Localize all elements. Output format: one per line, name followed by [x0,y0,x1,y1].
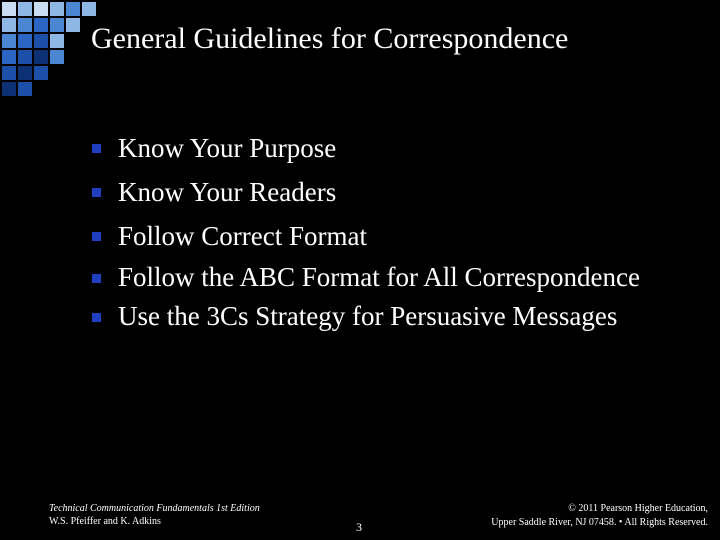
square-bullet-icon [92,188,101,197]
decorative-tile [18,50,32,64]
bullet-item-purpose [92,126,652,170]
decorative-tile [34,66,48,80]
bullet-text: Follow Correct Format [118,221,367,251]
bullet-item-3cs-strategy [92,297,652,336]
bullet-item-readers [92,170,652,214]
bullet-list [92,126,652,336]
square-bullet-icon [92,313,101,322]
decorative-tile [50,82,64,96]
decorative-tile [82,66,96,80]
decorative-tile [2,66,16,80]
footer-book-title: Technical Communication Fundamentals 1st Edition [49,503,260,514]
decorative-tile [2,34,16,48]
decorative-tile [66,66,80,80]
decorative-tile [66,82,80,96]
decorative-tile [18,82,32,96]
bullet-item-abc-format [92,258,652,297]
decorative-tile [2,2,16,16]
decorative-tile [34,34,48,48]
decorative-tile [50,18,64,32]
decorative-tile [34,2,48,16]
decorative-tile [2,18,16,32]
decorative-tile [82,82,96,96]
footer-copyright [491,502,708,530]
square-bullet-icon [92,232,101,241]
decorative-tile [66,2,80,16]
bullet-text: Know Your Readers [118,177,337,207]
decorative-tile [18,2,32,16]
decorative-tile [34,50,48,64]
decorative-tile [34,82,48,96]
bullet-text: Use the 3Cs Strategy for Persuasive Messages [118,301,618,331]
decorative-tile [34,18,48,32]
decorative-tile [50,34,64,48]
decorative-tile-grid [0,0,100,104]
bullet-text: Know Your Purpose [118,133,337,163]
square-bullet-icon [92,274,101,283]
square-bullet-icon [92,144,101,153]
decorative-tile [66,50,80,64]
footer-book-info [49,502,260,528]
decorative-tile [66,18,80,32]
decorative-tile [2,82,16,96]
decorative-tile [82,2,96,16]
decorative-tile [50,50,64,64]
decorative-tile [18,66,32,80]
decorative-tile [18,34,32,48]
decorative-tile [50,2,64,16]
slide-title: General Guidelines for Correspondence [91,22,569,55]
bullet-item-format [92,214,652,258]
bullet-text: Follow the ABC Format for All Correspondence [118,262,640,292]
decorative-tile [66,34,80,48]
copyright-line-1: © 2011 Pearson Higher Education, [568,503,708,514]
decorative-tile [2,50,16,64]
slide-page-number: 3 [356,520,362,534]
copyright-line-2: Upper Saddle River, NJ 07458. • All Rights Reserved. [491,517,708,528]
decorative-tile [50,66,64,80]
footer-authors: W.S. Pfeiffer and K. Adkins [49,516,161,527]
decorative-tile [18,18,32,32]
